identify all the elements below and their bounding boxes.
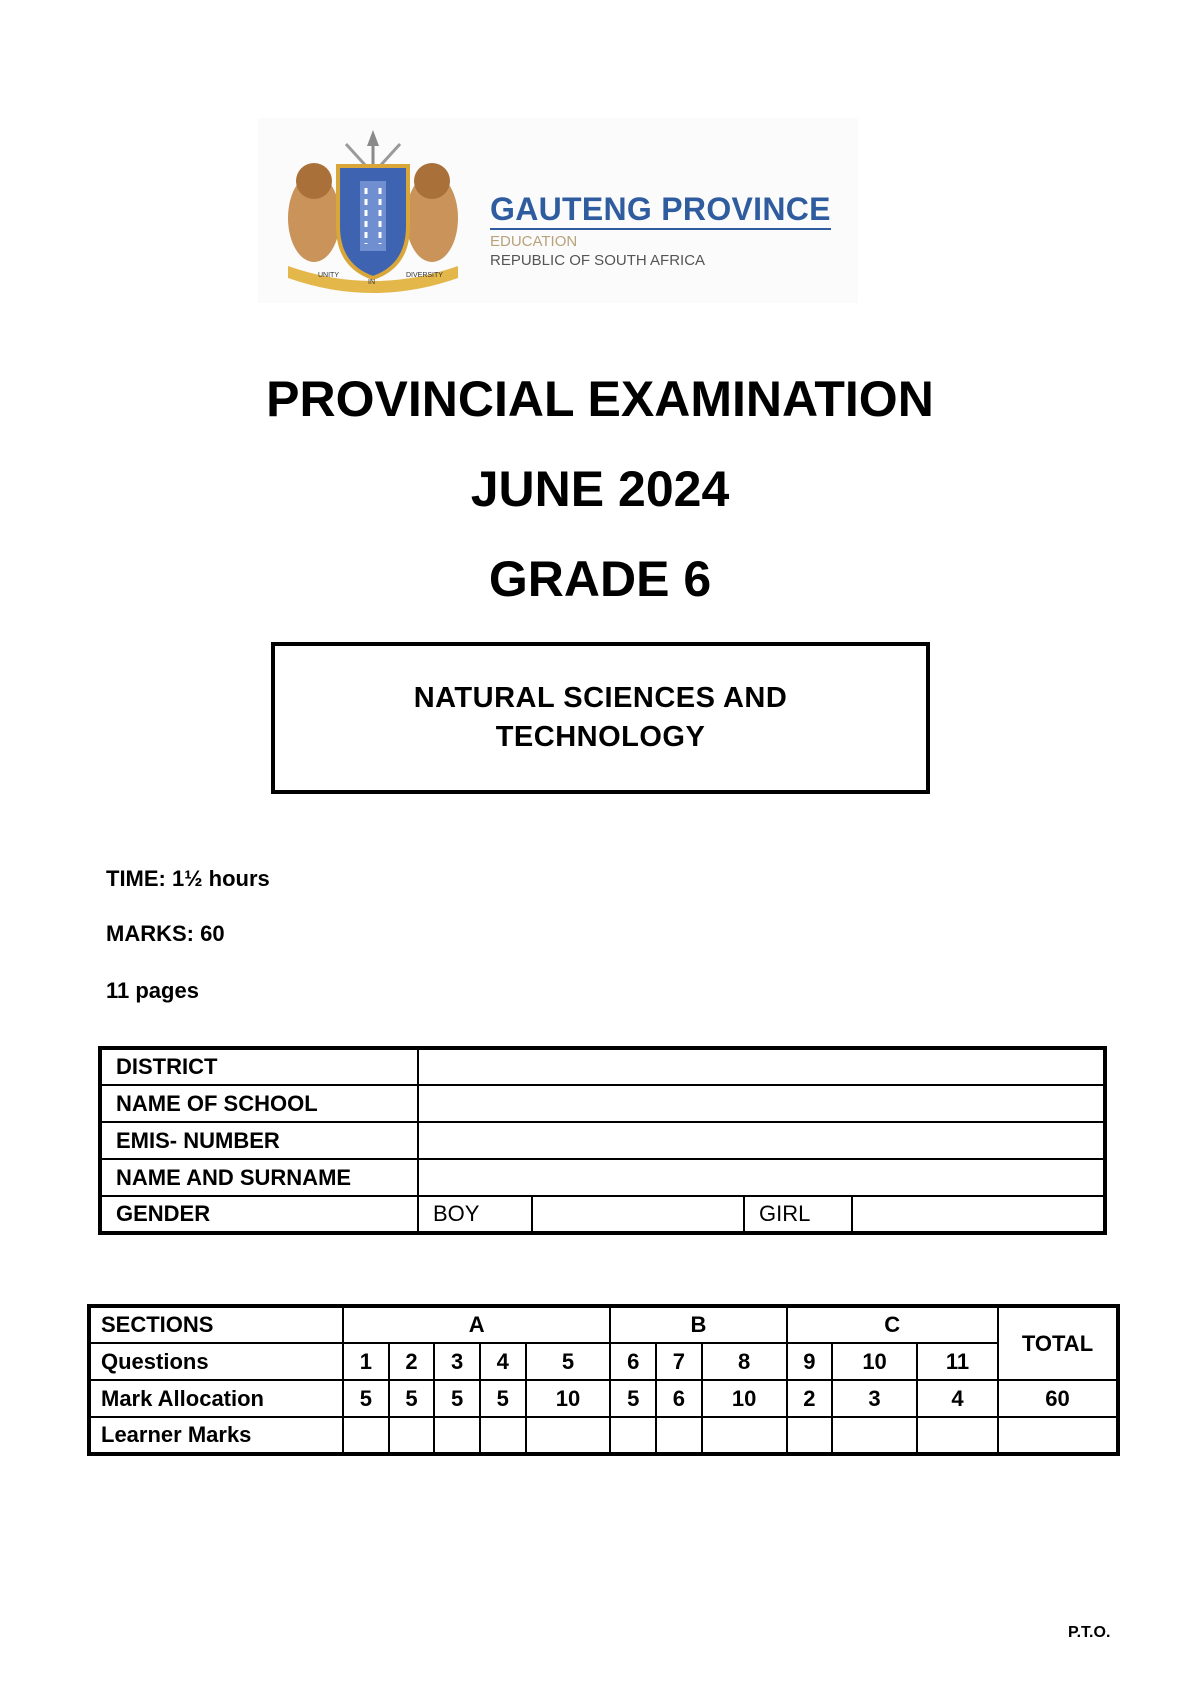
mark-allocation: 3 <box>832 1380 917 1417</box>
table-row <box>89 1343 1118 1380</box>
question-number: 6 <box>610 1343 656 1380</box>
exam-pages: 11 pages <box>106 978 199 1003</box>
mark-allocation: 6 <box>656 1380 702 1417</box>
table-row <box>100 1048 1105 1085</box>
school-field[interactable] <box>418 1085 1105 1122</box>
logo-subtitle-education: EDUCATION <box>490 233 578 250</box>
mark-allocation: 5 <box>389 1380 435 1417</box>
gauteng-logo <box>258 118 858 303</box>
subject-title: NATURAL SCIENCES AND TECHNOLOGY <box>413 682 788 753</box>
exam-time: TIME: 1½ hours <box>106 866 270 891</box>
question-number: 8 <box>702 1343 787 1380</box>
learner-total-field[interactable] <box>998 1417 1118 1454</box>
learner-marks-label: Learner Marks <box>89 1417 343 1454</box>
emis-label: EMIS- NUMBER <box>100 1122 418 1159</box>
gender-label: GENDER <box>100 1196 418 1233</box>
question-number: 4 <box>480 1343 526 1380</box>
table-row <box>89 1417 1118 1454</box>
question-number: 9 <box>787 1343 833 1380</box>
learner-mark-field[interactable] <box>702 1417 787 1454</box>
allocation-label: Mark Allocation <box>89 1380 343 1417</box>
mark-allocation: 10 <box>526 1380 611 1417</box>
sections-label: SECTIONS <box>89 1306 343 1343</box>
table-row <box>100 1196 1105 1233</box>
learner-mark-field[interactable] <box>787 1417 833 1454</box>
school-label: NAME OF SCHOOL <box>100 1085 418 1122</box>
boy-label: BOY <box>418 1196 532 1233</box>
learner-mark-field[interactable] <box>389 1417 435 1454</box>
question-number: 11 <box>917 1343 998 1380</box>
table-row <box>89 1380 1118 1417</box>
girl-label: GIRL <box>744 1196 852 1233</box>
question-number: 1 <box>343 1343 389 1380</box>
exam-grade: GRADE 6 <box>488 551 712 607</box>
table-row <box>100 1122 1105 1159</box>
question-number: 2 <box>389 1343 435 1380</box>
logo-text <box>490 190 831 270</box>
exam-date: JUNE 2024 <box>470 461 730 517</box>
motto-word-3: DIVERSITY <box>406 272 443 279</box>
mark-allocation: 10 <box>702 1380 787 1417</box>
table-row <box>89 1306 1118 1343</box>
logo-subtitle-country: REPUBLIC OF SOUTH AFRICA <box>490 252 706 269</box>
table-row <box>100 1085 1105 1122</box>
mark-allocation: 5 <box>610 1380 656 1417</box>
question-number: 10 <box>832 1343 917 1380</box>
motto-word-1: UNITY <box>318 272 339 279</box>
learner-details-table <box>98 1046 1107 1235</box>
section-c: C <box>787 1306 999 1343</box>
question-number: 7 <box>656 1343 702 1380</box>
name-field[interactable] <box>418 1159 1105 1196</box>
logo-title: GAUTENG PROVINCE <box>490 190 831 230</box>
motto-word-2: IN <box>368 279 375 286</box>
question-number: 3 <box>434 1343 480 1380</box>
questions-label: Questions <box>89 1343 343 1380</box>
learner-mark-field[interactable] <box>832 1417 917 1454</box>
mark-allocation: 2 <box>787 1380 833 1417</box>
learner-mark-field[interactable] <box>526 1417 611 1454</box>
learner-mark-field[interactable] <box>343 1417 389 1454</box>
learner-mark-field[interactable] <box>656 1417 702 1454</box>
section-a: A <box>343 1306 610 1343</box>
exam-title: PROVINCIAL EXAMINATION <box>266 371 934 427</box>
learner-mark-field[interactable] <box>480 1417 526 1454</box>
question-number: 5 <box>526 1343 611 1380</box>
learner-mark-field[interactable] <box>434 1417 480 1454</box>
girl-field[interactable] <box>852 1196 1105 1233</box>
boy-field[interactable] <box>532 1196 744 1233</box>
mark-allocation: 5 <box>480 1380 526 1417</box>
district-field[interactable] <box>418 1048 1105 1085</box>
exam-marks: MARKS: 60 <box>106 921 225 946</box>
section-b: B <box>610 1306 786 1343</box>
marks-table <box>87 1304 1120 1456</box>
mark-allocation: 5 <box>434 1380 480 1417</box>
name-label: NAME AND SURNAME <box>100 1159 418 1196</box>
total-value: 60 <box>998 1380 1118 1417</box>
mark-allocation: 5 <box>343 1380 389 1417</box>
pto-footer: P.T.O. <box>1068 1624 1111 1641</box>
district-label: DISTRICT <box>100 1048 418 1085</box>
subject-box <box>271 642 930 794</box>
coat-of-arms-icon <box>278 126 468 298</box>
mark-allocation: 4 <box>917 1380 998 1417</box>
emis-field[interactable] <box>418 1122 1105 1159</box>
total-label: TOTAL <box>998 1306 1118 1380</box>
table-row <box>100 1159 1105 1196</box>
learner-mark-field[interactable] <box>917 1417 998 1454</box>
learner-mark-field[interactable] <box>610 1417 656 1454</box>
